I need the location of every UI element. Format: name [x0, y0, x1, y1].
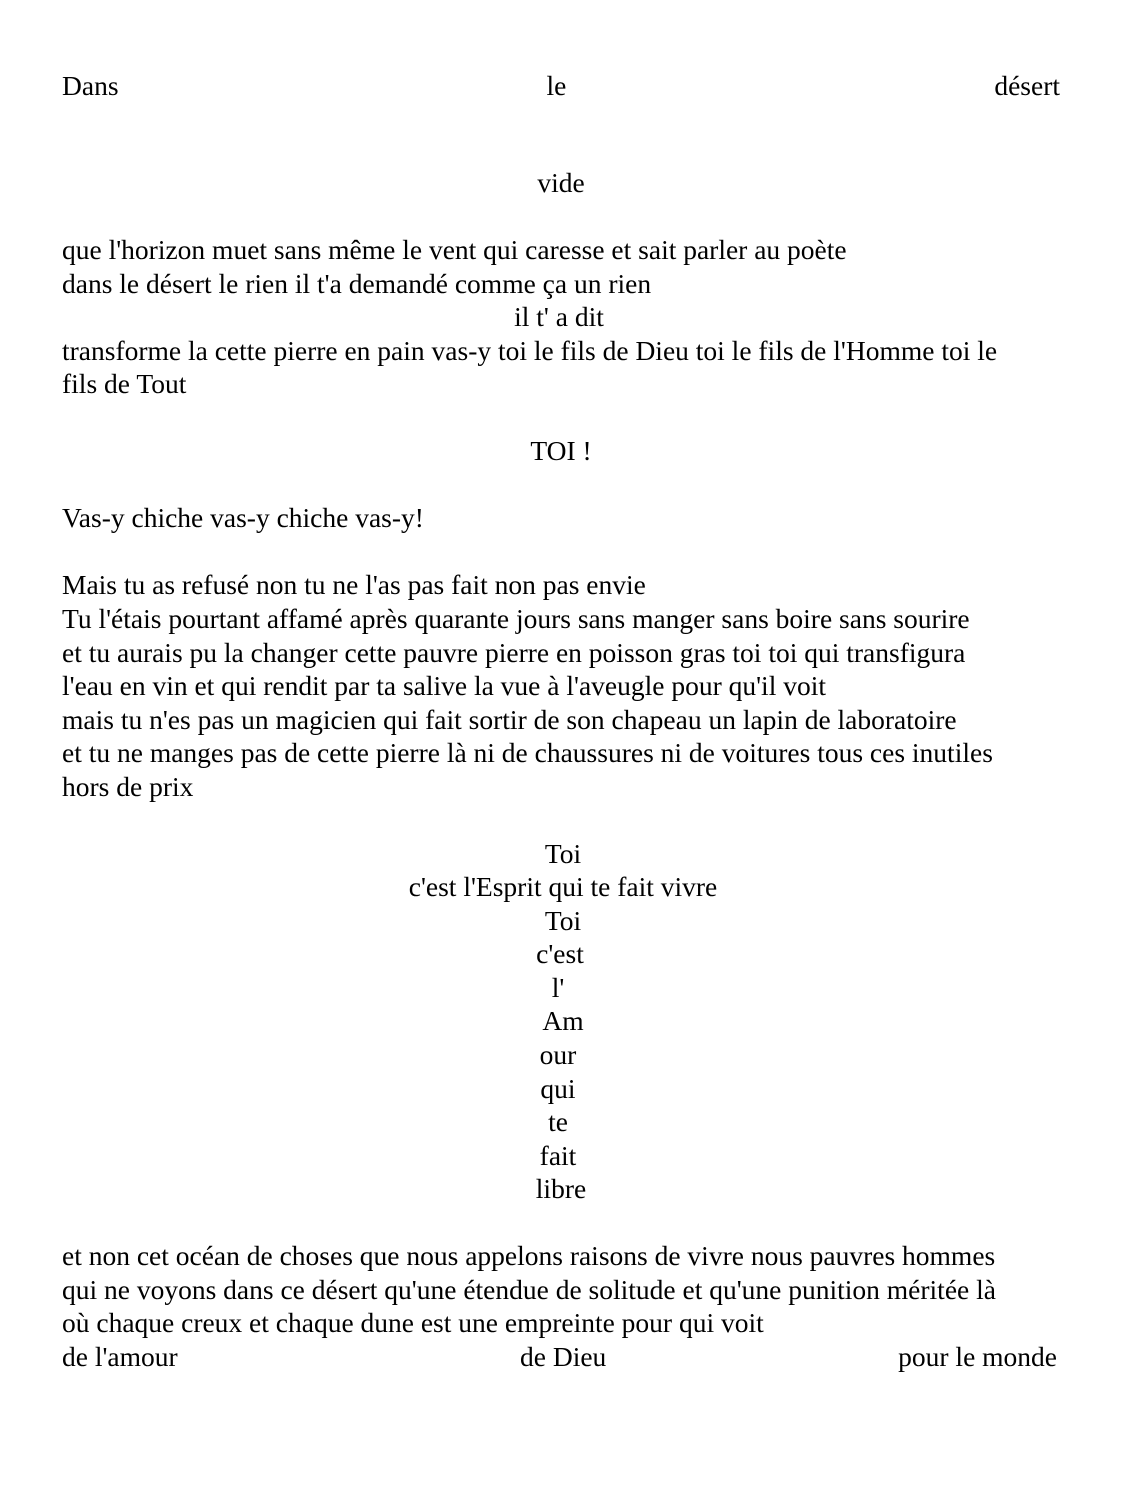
cross-line: Toi: [544, 838, 582, 869]
cross-line: Toi: [544, 905, 582, 936]
toi-exclaim: TOI !: [530, 435, 592, 466]
stanza3-line: l'eau en vin et qui rendit par ta salive la vue à l'aveugle pour qu'il voit: [62, 670, 826, 701]
final-word-1: de l'amour: [62, 1341, 178, 1372]
stanza4-line: qui ne voyons dans ce désert qu'une étendue de solitude et qu'une punition méritée là: [62, 1274, 996, 1305]
stanza4-line: et non cet océan de choses que nous appelons raisons de vivre nous pauvres hommes: [62, 1240, 996, 1271]
stanza3-line: et tu ne manges pas de cette pierre là ni de chaussures ni de voitures tous ces inutiles: [62, 737, 993, 768]
title-word-3: désert: [994, 70, 1060, 101]
title-word-2: le: [546, 70, 567, 101]
stanza3-line: Mais tu as refusé non tu ne l'as pas fait non pas envie: [62, 569, 646, 600]
cross-line: our: [539, 1039, 577, 1070]
stanza3-line: Tu l'étais pourtant affamé après quarante jours sans manger sans boire sans sourire: [62, 603, 970, 634]
final-line: [62, 1340, 1060, 1374]
cross-line: te: [548, 1106, 568, 1137]
cross-line: libre: [535, 1173, 587, 1204]
stanza3-line: et tu aurais pu la changer cette pauvre pierre en poisson gras toi toi qui transfigura: [62, 637, 966, 668]
final-word-2: de Dieu: [520, 1341, 607, 1372]
stanza3-line: mais tu n'es pas un magicien qui fait sortir de son chapeau un lapin de laboratoire: [62, 704, 957, 735]
cross-line: c'est: [536, 938, 584, 969]
stanza4-line: où chaque creux et chaque dune est une empreinte pour qui voit: [62, 1307, 764, 1338]
chiche-line: Vas-y chiche vas-y chiche vas-y!: [62, 502, 424, 533]
title-word-1: Dans: [62, 70, 119, 101]
stanza1-line: dans le désert le rien il t'a demandé comme ça un rien: [62, 268, 652, 299]
il-t-a-dit-line: il t' a dit: [514, 301, 604, 332]
cross-line: fait: [539, 1140, 577, 1171]
stanza3-line: hors de prix: [62, 771, 194, 802]
cross-line: qui: [540, 1073, 576, 1104]
cross-line: l': [551, 972, 565, 1003]
cross-line: c'est l'Esprit qui te fait vivre: [408, 871, 718, 902]
cross-line: Am: [542, 1005, 584, 1036]
final-word-3: pour le monde: [898, 1341, 1057, 1372]
stanza2-line: fils de Tout: [62, 368, 187, 399]
stanza2-line: transforme la cette pierre en pain vas-y toi le fils de Dieu toi le fils de l'Homme toi le: [62, 335, 998, 366]
title-line: [62, 69, 1060, 103]
stanza1-line: que l'horizon muet sans même le vent qui caresse et sait parler au poète: [62, 234, 847, 265]
word-vide: vide: [537, 167, 585, 198]
